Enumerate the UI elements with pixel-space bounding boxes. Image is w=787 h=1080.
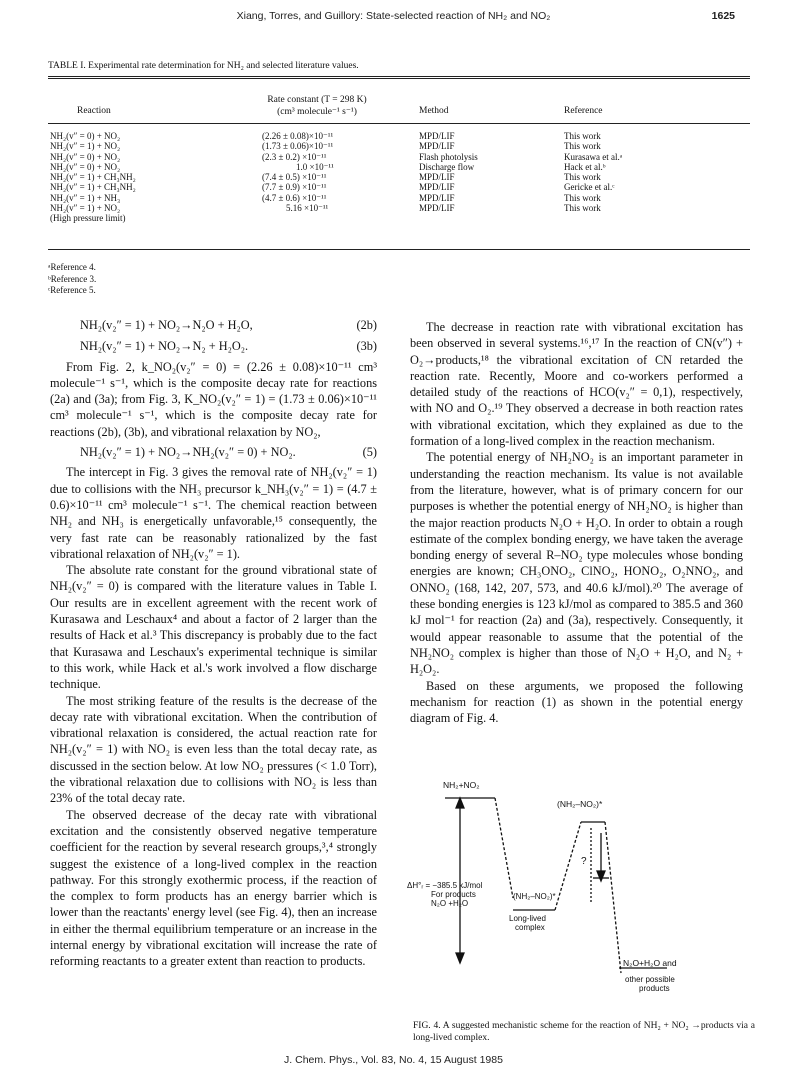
reactants-label: NH₂+NO₂ [443,780,480,790]
table-cell: Discharge flow [419,161,475,172]
col-header-rate [257,94,377,118]
table-cell: This work [564,131,601,141]
other-products-label: other possible [625,975,675,984]
path-down-left [495,798,513,898]
table-cell: Flash photolysis [419,151,478,162]
col-header-rate-line2: (cm³ molecule⁻¹ s⁻¹) [277,107,357,117]
for-products-label: For products [431,890,476,899]
arrowhead-up [456,798,464,808]
table-cell: Gericke et al.ᶜ [564,182,615,193]
table-cell: This work [564,203,601,214]
table-col-rate [262,131,334,213]
running-footer: J. Chem. Phys., Vol. 83, No. 4, 15 August 1985 [284,1054,503,1066]
products-right-label: N₂O+H₂O and [623,958,677,968]
table-cell: NH₂(v″ = 0) + NO₂ [50,161,121,172]
table-cell: NH₂(v″ = 1) + NO₂ [50,141,121,152]
path-up [555,822,581,910]
paragraph: The absolute rate constant for the ground vibrational state of NH₂(v₂″ = 0) is compared with the literature values in Table I. Our results are in excellent agreement with the recent work of Kurasawa and Leschaux⁴ and about a factor of 2 larger than the results of Hack et al.³ This discrepancy is probably due to the fact that Kurasawa and Leschaux's experimental technique is similar to this work, while Hack et al.'s work involved a flow discharge technique. [50,563,377,692]
table-cell: (7.4 ± 0.5) ×10⁻¹¹ [262,172,327,183]
table-cell: MPD/LIF [419,182,455,193]
left-column [50,317,377,970]
table-caption: TABLE I. Experimental rate determination for NH₂ and selected literature values. [48,61,359,71]
table-cell: 1.0 ×10⁻¹¹ [296,161,334,172]
paragraph: The intercept in Fig. 3 gives the removal rate of NH₂(v₂″ = 1) due to collisions with the NH₃ precursor k_NH₃(v₂″ = 1) = (4.7 ± 0.6)×10⁻¹¹ cm³ molecule⁻¹ s⁻¹. The chemical reaction between NH₂ and NH₃ is energetically unfavorable,¹⁵ consequently, the very fast rate can be reasonably rationalized by the fast vibrational relaxation of NH₂(v₂″ = 1). [50,465,377,561]
arrowhead-down-barrier [597,871,605,881]
col-header-method: Method [419,106,449,116]
table-header-rule [48,123,750,124]
table-cell: NH₂(v″ = 0) + NO₂ [50,151,121,162]
table-footnotes [48,262,96,297]
path-down-right [605,822,621,973]
equation-label: (2b) [356,318,377,332]
footnote: ᶜReference 5. [48,285,96,295]
equation-label: (5) [362,445,377,460]
table-cell: MPD/LIF [419,172,455,183]
table-cell: NH₂(v″ = 0) + NO₂ [50,131,121,141]
table-cell: MPD/LIF [419,192,455,203]
table-cell: MPD/LIF [419,141,455,152]
table-cell: This work [564,141,601,152]
table-cell: (2.26 ± 0.08)×10⁻¹¹ [262,131,334,141]
table-cell: This work [564,192,601,203]
potential-energy-diagram [405,758,725,1008]
arrowhead-down [456,953,464,963]
paragraph: From Fig. 2, k_NO₂(v₂″ = 0) = (2.26 ± 0.08)×10⁻¹¹ cm³ molecule⁻¹ s⁻¹, which is the composite decay rate for reactions (2a) and (3a); from Fig. 3, K_NO₂(v₂″ = 1) = (1.73 ± 0.06)×10⁻¹¹ cm³ molecule⁻¹ s⁻¹, which is the composite decay rate for reactions (2b), (3b), and vibrational relaxation by NO₂, [50,359,377,439]
table-cell: (7.7 ± 0.9) ×10⁻¹¹ [262,182,327,193]
other-products-label-2: products [639,984,670,993]
table-cell: NH₂(v″ = 1) + CH₃NH₂ [50,182,136,193]
table-cell: MPD/LIF [419,131,455,141]
figure-caption: FIG. 4. A suggested mechanistic scheme for the reaction of NH₂ + NO₂ →products via a long-lived complex. [413,1021,755,1043]
table-cell: (High pressure limit) [50,213,126,224]
delta-h-label: ΔH°ᵣ = −385.5 kJ/mol [407,881,483,890]
table-cell: (1.73 ± 0.06)×10⁻¹¹ [262,141,334,152]
table-cell: MPD/LIF [419,203,455,214]
table-top-rule-2 [48,78,750,79]
paragraph: The decrease in reaction rate with vibrational excitation has been observed in several systems.¹⁶,¹⁷ In the reaction of CN(v″) + O₂→products,¹⁸ the vibrational excitation of CN retarded the reaction rate. Recently, Moore and co-workers performed a detailed study of the reactions of HCO(v₂″ = 0,1), respectively, with NO and O₂.¹⁹ They observed a decrease in both reaction rates with vibrational excitation, which they explained as due to the formation of a long-lived complex in the reaction mechanism. [410,320,743,449]
table-bottom-rule [48,249,750,250]
footnote: ᵇReference 3. [48,273,97,284]
complex-label: complex [515,923,545,932]
table-cell: NH₂(v″ = 1) + NH₃ [50,192,121,203]
table-cell: (4.7 ± 0.6) ×10⁻¹¹ [262,192,327,203]
col-header-reaction: Reaction [77,106,111,116]
equation-3b [50,338,377,354]
table-cell: This work [564,172,601,183]
equation-text: NH₂(v₂″ = 1) + NO₂→N₂O + H₂O, [80,318,253,332]
paragraph: The potential energy of NH₂NO₂ is an important parameter in understanding the reaction mechanism. Its value is not available from the literature, however, what is of primary concern for our purposes is whether the potential energy of NH₂NO₂ is higher than the major reaction products N₂O + H₂O. In order to obtain a rough estimate of the complex bonding energy, we have taken the average bonding energy of several R–NO₂ type molecules whose bonding energies are known; CH₃ONO₂, ClNO₂, HONO₂, O₂NNO₂, and ONNO₂ (168, 142, 207, 573, and 40.6 kJ/mol).²⁰ The average of these bonding energies is 123 kJ/mol as compared to 385.5 and 360 kJ mol⁻¹ for reaction (2a) and (3a), respectively. Consequently, it would appear reasonable to assume that the potential of the NH₂NO₂ complex is higher than those of N₂O + H₂O, and N₂ + H₂O₂. [410,450,743,677]
complex-bottom-label: (NH₂–NO₂)* [513,892,556,901]
header-title: Xiang, Torres, and Guillory: State-selected reaction of NH₂ and NO₂ [236,10,551,22]
equation-text: NH₂(v₂″ = 1) + NO₂→NH₂(v₂″ = 0) + NO₂. [80,445,296,460]
table-cell: NH₂(v″ = 1) + NO₂ [50,203,121,214]
long-lived-label: Long-lived [509,914,546,923]
question-mark: ? [581,856,587,867]
table-cell: 5.16 ×10⁻¹¹ [286,203,329,214]
table-cell: NH₂(v″ = 1) + CH₃NH₂ [50,172,136,183]
paragraph: The observed decrease of the decay rate with vibrational excitation and the consistently observed negative temperature coefficient for the reaction by several research groups,³,⁴ strongly suggest the existence of a long-lived complex in the reaction pathway. For this strongly exothermic process, if the reaction of the complex to form products has an energy barrier which is lower than the reactants' energy level (see Fig. 4), then an increase in either the thermal equilibrium temperature or an increase in the internal energy by vibrational excitation will increase the rate of reforming reactants to a greater extent than reaction to products. [50,807,377,969]
equation-5 [50,444,377,460]
footnote: ᵃReference 4. [48,262,96,272]
col-header-rate-line1: Rate constant (T = 298 K) [267,95,367,105]
page-number: 1625 [711,10,735,22]
col-header-reference: Reference [564,106,603,116]
table-cell: (2.3 ± 0.2) ×10⁻¹¹ [262,151,327,162]
table-top-rule [48,76,750,77]
right-column [410,319,743,726]
table-cell: Hack et al.ᵇ [564,161,606,172]
complex-top-label: (NH₂–NO₂)* [557,799,603,809]
table-col-reference [564,131,622,213]
paragraph: Based on these arguments, we proposed the following mechanism for reaction (1) as shown in the potential energy diagram of Fig. 4. [410,678,743,726]
equation-2b [50,317,377,333]
table-col-method [419,131,478,213]
table-cell: Kurasawa et al.ᵃ [564,151,623,162]
equation-label: (3b) [356,339,377,354]
equation-text: NH₂(v₂″ = 1) + NO₂→N₂ + H₂O₂. [80,339,249,354]
products-formula-label: N₂O +H₂O [431,899,469,908]
table-col-reaction [50,131,136,224]
paragraph: The most striking feature of the results is the decrease of the decay rate with vibrational excitation. When the contribution of vibrational relaxation is considered, the actual reaction rate for NH₂(v₂″ = 1) with NO₂ is even less than the total decay rate, as discussed in the section below. At low NO₂ pressures (< 1.0 Torr), the vibrational relaxation due to collisions with NO₂ is less than 23% of the total decay rate. [50,693,377,806]
